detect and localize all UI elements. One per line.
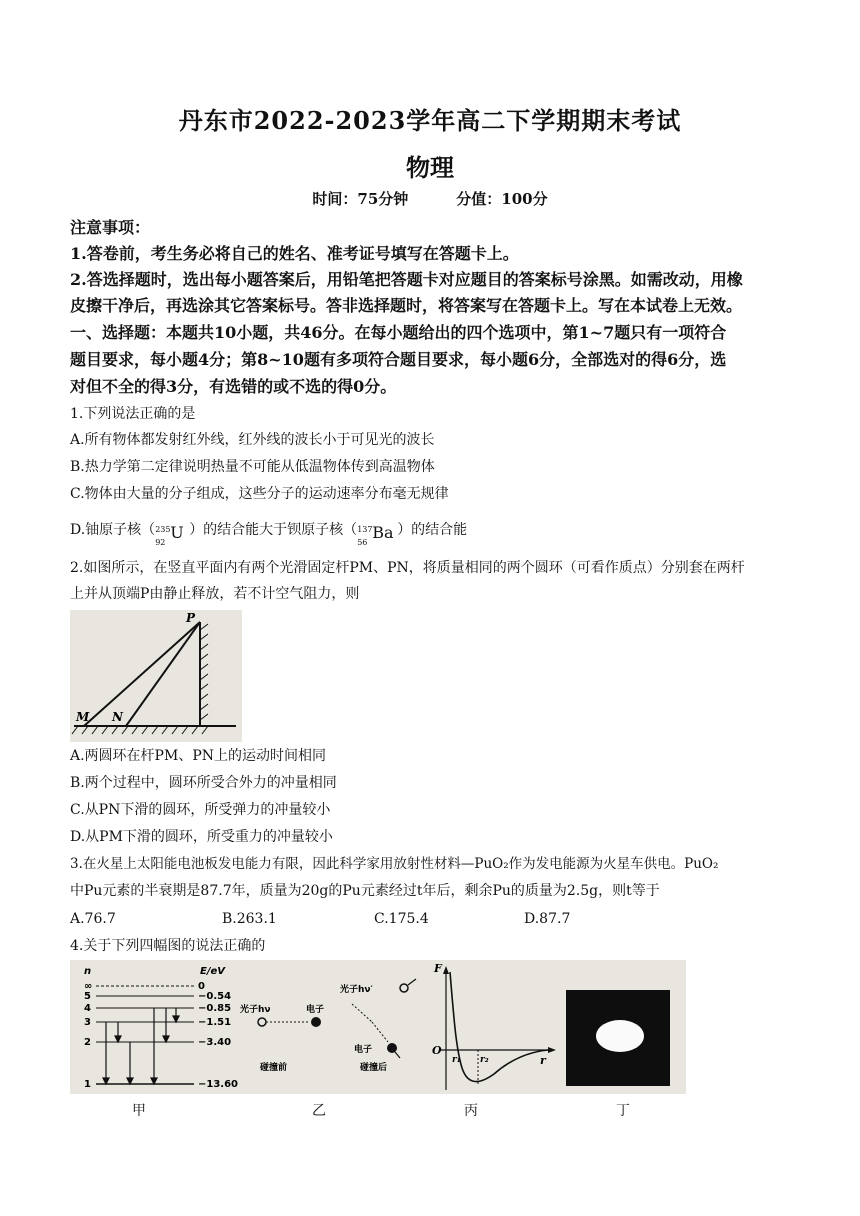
time-info: 时间：75分钟 [312, 190, 409, 208]
photon-dot [258, 1018, 266, 1026]
energy-level-diagram [84, 966, 238, 1090]
notice-item-1: 1.答卷前，考生务必将自己的姓名、准考证号填写在答题卡上。 [70, 244, 519, 263]
q1-option-d-prefix: D.铀原子核（ [70, 522, 156, 538]
notice-item-2-line-1: 2.答选择题时，选出每小题答案后，用铅笔把答题卡对应题目的答案标号涂黑。如需改动，用橡 [70, 270, 743, 289]
electron-out-dot [387, 1043, 397, 1053]
level-n: 2 [84, 1037, 91, 1048]
element-symbol: Ba [372, 523, 394, 542]
level-n: 5 [84, 991, 91, 1002]
e-axis-label: E/eV [200, 966, 226, 977]
r2-label: r₂ [480, 1055, 489, 1065]
wall-hatching [200, 624, 208, 720]
q3-stem-line-2: 中Pu元素的半衰期是87.7年，质量为20g的Pu元素经过t年后，剩余Pu的质量为2.5g，则t等于 [70, 883, 660, 899]
caption-jia: 甲 [132, 1103, 146, 1119]
r-axis-arrow [548, 1047, 556, 1053]
origin-label: O [432, 1044, 442, 1057]
level-e: −1.51 [198, 1017, 232, 1028]
q4-figures [70, 960, 686, 1094]
section-1-line-1: 一、选择题：本题共10小题，共46分。在每小题给出的四个选项中，第1~7题只有一项符合 [70, 323, 727, 342]
electron-dot [311, 1017, 321, 1027]
bright-spot [596, 1020, 644, 1052]
q3-option-a: A.76.7 [70, 911, 116, 927]
label-p: P [186, 611, 196, 625]
atomic-number: 92 [155, 538, 166, 547]
f-axis-arrow [443, 966, 449, 974]
q2-stem-line-1: 2.如图所示，在竖直平面内有两个光滑固定杆PM、PN，将质量相同的两个圆环（可看作质点）分别套在两杆 [70, 560, 745, 576]
level-e: −3.40 [198, 1037, 232, 1048]
electron-label: 电子 [306, 1005, 325, 1015]
score-info: 分值：100分 [456, 190, 548, 208]
q2-option-b: B.两个过程中，圆环所受合外力的冲量相同 [70, 775, 337, 791]
exam-meta [0, 188, 860, 209]
q1-stem: 1.下列说法正确的是 [70, 406, 196, 422]
caption-yi: 乙 [312, 1103, 326, 1119]
q3-option-b: B.263.1 [222, 911, 277, 927]
r-label: r [540, 1054, 546, 1067]
transition-arrows [103, 1008, 179, 1084]
q2-option-a: A.两圆环在杆PM、PN上的运动时间相同 [70, 748, 326, 764]
label-m: M [76, 710, 90, 724]
scatter-line-1 [352, 1004, 372, 1022]
level-n: 4 [84, 1003, 91, 1014]
photon-out-dot [400, 984, 408, 992]
q1-option-d [70, 518, 792, 547]
q1-option-a: A.所有物体都发射红外线，红外线的波长小于可见光的波长 [70, 432, 435, 448]
level-e: −0.85 [198, 1003, 232, 1014]
photon-in-label: 光子hν [240, 1005, 271, 1015]
section-1-line-2: 题目要求，每小题4分；第8~10题有多项符合题目要求，每小题6分，全部选对的得6分，选 [70, 350, 727, 369]
rod-pn [126, 622, 200, 726]
q3-stem-line-1: 3.在火星上太阳能电池板发电能力有限，因此科学家用放射性材料—PuO₂作为发电能源为火星车供电。PuO₂ [70, 856, 719, 872]
caption-bing: 丙 [464, 1103, 478, 1119]
force-curve [450, 972, 548, 1082]
q2-figure [70, 610, 242, 742]
scatter-line-2 [372, 1022, 388, 1042]
q1-option-b: B.热力学第二定律说明热量不可能从低温物体传到高温物体 [70, 459, 435, 475]
level-n: 3 [84, 1017, 91, 1028]
mass-number: 137 [357, 525, 373, 534]
barium-nuclide [357, 521, 397, 547]
rod-diagram [70, 610, 242, 742]
q3-option-d: D.87.7 [524, 911, 571, 927]
q2-stem-line-2: 上并从顶端P由静止释放，若不计空气阻力，则 [70, 586, 360, 602]
atomic-number: 56 [357, 538, 368, 547]
q1-option-d-suffix: ）的结合能 [397, 522, 468, 538]
q4-stem: 4.关于下列四幅图的说法正确的 [70, 938, 266, 954]
q3-option-c: C.175.4 [374, 911, 429, 927]
electron-out-arrow [395, 1052, 400, 1058]
notice-item-2-line-2: 皮擦干净后，再选涂其它答案标号。答非选择题时，将答案写在答题卡上。写在本试卷上无效。 [70, 296, 743, 315]
photon-out-label: 光子hν′ [340, 985, 373, 995]
q2-option-c: C.从PN下滑的圆环，所受弹力的冲量较小 [70, 802, 331, 818]
n-axis-label: n [84, 966, 92, 977]
level-n: 1 [84, 1079, 91, 1090]
q4-figures-svg [70, 960, 686, 1094]
force-distance-graph [432, 962, 556, 1090]
ground-hatching [72, 726, 208, 734]
diffraction-pattern [566, 990, 670, 1086]
section-1-line-3: 对但不全的得3分，有选错的或不选的得0分。 [70, 377, 397, 396]
f-label: F [434, 962, 442, 975]
caption-ding: 丁 [616, 1103, 630, 1119]
r1-label: r₁ [452, 1055, 461, 1065]
level-e: −13.60 [198, 1079, 239, 1090]
before-label: 碰撞前 [260, 1063, 288, 1073]
compton-diagram [240, 979, 416, 1073]
level-n: ∞ [84, 981, 93, 992]
rod-pm [84, 622, 200, 726]
photon-out-arrow [408, 979, 416, 985]
exam-title: 丹东市2022-2023学年高二下学期期末考试 [178, 106, 682, 135]
element-symbol: U [170, 523, 184, 542]
after-label: 碰撞后 [360, 1063, 388, 1073]
electron-out-label: 电子 [354, 1045, 373, 1055]
level-e: −0.54 [198, 991, 232, 1002]
q2-option-d: D.从PM下滑的圆环，所受重力的冲量较小 [70, 829, 333, 845]
level-e: 0 [198, 981, 205, 992]
subject-title: 物理 [406, 153, 454, 182]
q1-option-c: C.物体由大量的分子组成，这些分子的运动速率分布毫无规律 [70, 486, 449, 502]
label-n: N [112, 710, 123, 724]
notice-heading: 注意事项： [70, 218, 151, 237]
mass-number: 235 [155, 525, 171, 534]
q1-option-d-middle: ）的结合能大于钡原子核（ [189, 522, 358, 538]
uranium-nuclide [155, 521, 189, 547]
